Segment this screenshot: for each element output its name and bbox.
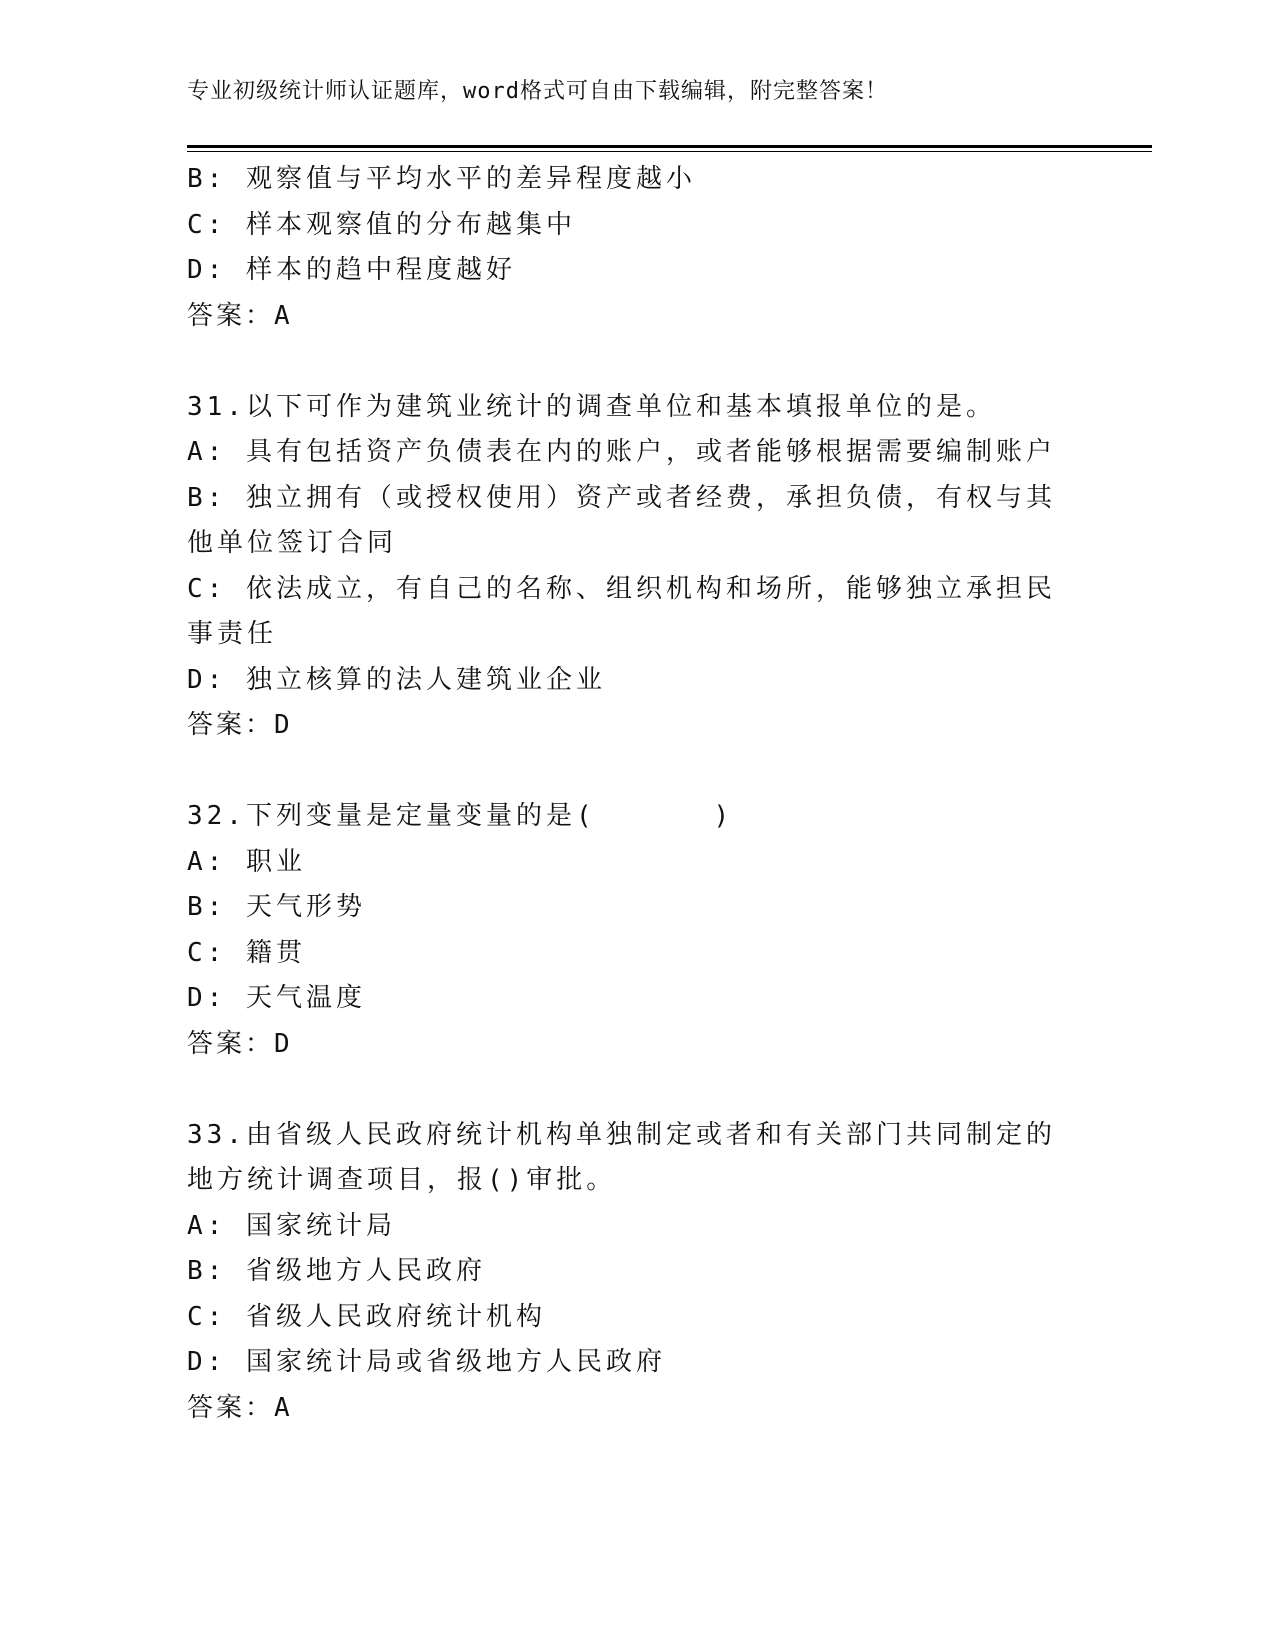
- option-a: A: 具有包括资产负债表在内的账户，或者能够根据需要编制账户: [187, 437, 1056, 467]
- option-b: B: 观察值与平均水平的差异程度越小: [187, 164, 696, 194]
- option-c: C: 依法成立，有自己的名称、组织机构和场所，能够独立承担民事责任: [187, 573, 1056, 649]
- header-rule-thin: [187, 151, 1152, 152]
- option-c: C: 样本观察值的分布越集中: [187, 209, 576, 240]
- option-d: D: 天气温度: [187, 983, 366, 1013]
- question-stem: 33.由省级人民政府统计机构单独制定或者和有关部门共同制定的地方统计调查项目，报()审批。: [187, 1119, 1056, 1195]
- question-block-32: [187, 794, 1077, 1067]
- spacer: [187, 1067, 1077, 1113]
- option-a: A: 职业: [187, 846, 306, 877]
- question-stem: 32.下列变量是定量变量的是( ): [187, 801, 734, 831]
- answer-line: 答案：A: [187, 300, 293, 331]
- option-b: B: 独立拥有（或授权使用）资产或者经费，承担负债，有权与其他单位签订合同: [187, 482, 1056, 558]
- spacer: [187, 339, 1077, 385]
- answer-line: 答案：D: [187, 710, 293, 740]
- answer-line: 答案：A: [187, 1392, 293, 1423]
- question-block-33: [187, 1113, 1077, 1432]
- question-list: [187, 157, 1077, 1431]
- option-a: A: 国家统计局: [187, 1210, 396, 1241]
- answer-line: 答案：D: [187, 1028, 293, 1059]
- page-header: 专业初级统计师认证题库，word格式可自由下载编辑，附完整答案！: [187, 79, 888, 104]
- option-d: D: 样本的趋中程度越好: [187, 255, 516, 285]
- option-c: C: 省级人民政府统计机构: [187, 1301, 546, 1332]
- question-stem: 31.以下可作为建筑业统计的调查单位和基本填报单位的是。: [187, 391, 996, 422]
- question-block-prev: [187, 157, 1077, 339]
- option-d: D: 独立核算的法人建筑业企业: [187, 664, 606, 695]
- option-d: D: 国家统计局或省级地方人民政府: [187, 1347, 666, 1377]
- question-block-31: [187, 385, 1077, 749]
- option-b: B: 天气形势: [187, 892, 366, 922]
- option-c: C: 籍贯: [187, 937, 306, 968]
- header-rule-thick: [187, 145, 1152, 148]
- spacer: [187, 749, 1077, 795]
- option-b: B: 省级地方人民政府: [187, 1256, 486, 1286]
